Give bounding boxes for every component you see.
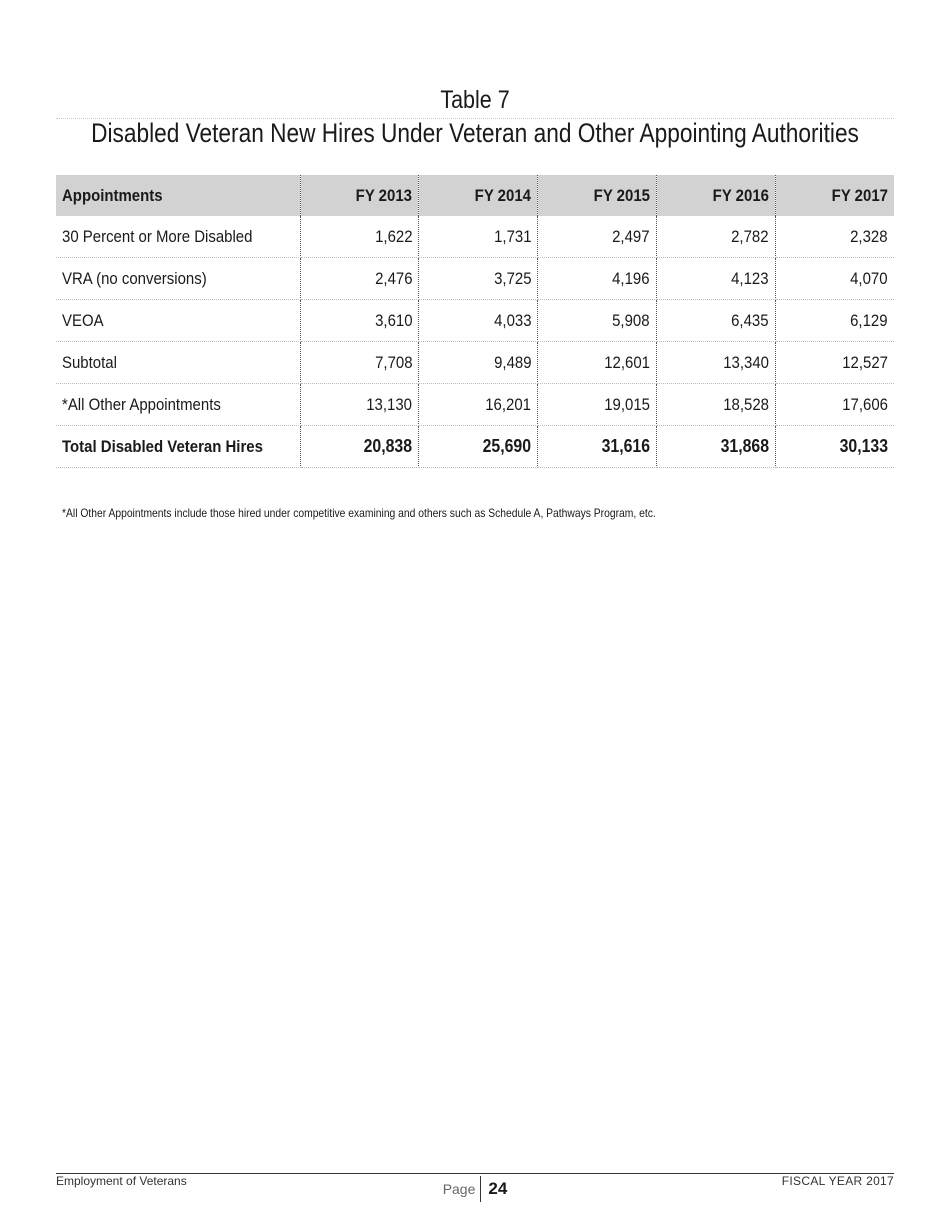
table-row: [56, 216, 894, 258]
footer-section-title: Employment of Veterans: [56, 1174, 187, 1188]
table-cell: 3,725: [419, 258, 538, 300]
table-cell: 6,435: [656, 300, 775, 342]
column-header: FY 2014: [419, 175, 538, 216]
row-label: VRA (no conversions): [56, 258, 300, 300]
table-row: [56, 342, 894, 384]
table-cell: 6,129: [775, 300, 894, 342]
table-cell: 1,622: [300, 216, 419, 258]
appointments-table: [56, 175, 894, 468]
table-cell: 12,527: [775, 342, 894, 384]
table-cell: 4,070: [775, 258, 894, 300]
table-cell: 30,133: [775, 426, 894, 468]
table-cell: 25,690: [419, 426, 538, 468]
table-row: [56, 300, 894, 342]
table-footnote: *All Other Appointments include those hired under competitive examining and others such as Schedule A, Pathways Program, etc.: [62, 506, 656, 520]
table-cell: 18,528: [656, 384, 775, 426]
table-cell: 1,731: [419, 216, 538, 258]
column-header: Appointments: [56, 175, 300, 216]
table-cell: 17,606: [775, 384, 894, 426]
table-row: [56, 258, 894, 300]
row-label: Total Disabled Veteran Hires: [56, 426, 300, 468]
table-cell: 4,033: [419, 300, 538, 342]
page-label: Page: [442, 1181, 476, 1197]
table-cell: 13,340: [656, 342, 775, 384]
table-cell: 4,123: [656, 258, 775, 300]
table-cell: 2,328: [775, 216, 894, 258]
table-number: Table 7: [440, 86, 510, 114]
table-cell: 7,708: [300, 342, 419, 384]
table-header-row: [56, 175, 894, 216]
table-cell: 2,476: [300, 258, 419, 300]
table-cell: 31,868: [656, 426, 775, 468]
column-header: FY 2013: [300, 175, 419, 216]
page-number: 24: [488, 1179, 508, 1198]
table-cell: 3,610: [300, 300, 419, 342]
table-cell: 19,015: [538, 384, 657, 426]
table-cell: 13,130: [300, 384, 419, 426]
row-label: 30 Percent or More Disabled: [56, 216, 300, 258]
table-total-row: [56, 426, 894, 468]
table-title: Disabled Veteran New Hires Under Veteran and Other Appointing Authorities: [91, 118, 859, 148]
row-label: VEOA: [56, 300, 300, 342]
table-cell: 16,201: [419, 384, 538, 426]
row-label: Subtotal: [56, 342, 300, 384]
table-cell: 31,616: [538, 426, 657, 468]
table-cell: 5,908: [538, 300, 657, 342]
column-header: FY 2016: [656, 175, 775, 216]
table-cell: 9,489: [419, 342, 538, 384]
column-header: FY 2017: [775, 175, 894, 216]
footer-fiscal-year: FISCAL YEAR 2017: [781, 1174, 894, 1188]
table-cell: 4,196: [538, 258, 657, 300]
table-cell: 2,497: [538, 216, 657, 258]
table-cell: 2,782: [656, 216, 775, 258]
row-label: *All Other Appointments: [56, 384, 300, 426]
column-header: FY 2015: [538, 175, 657, 216]
table-row: [56, 384, 894, 426]
table-cell: 20,838: [300, 426, 419, 468]
table-cell: 12,601: [538, 342, 657, 384]
